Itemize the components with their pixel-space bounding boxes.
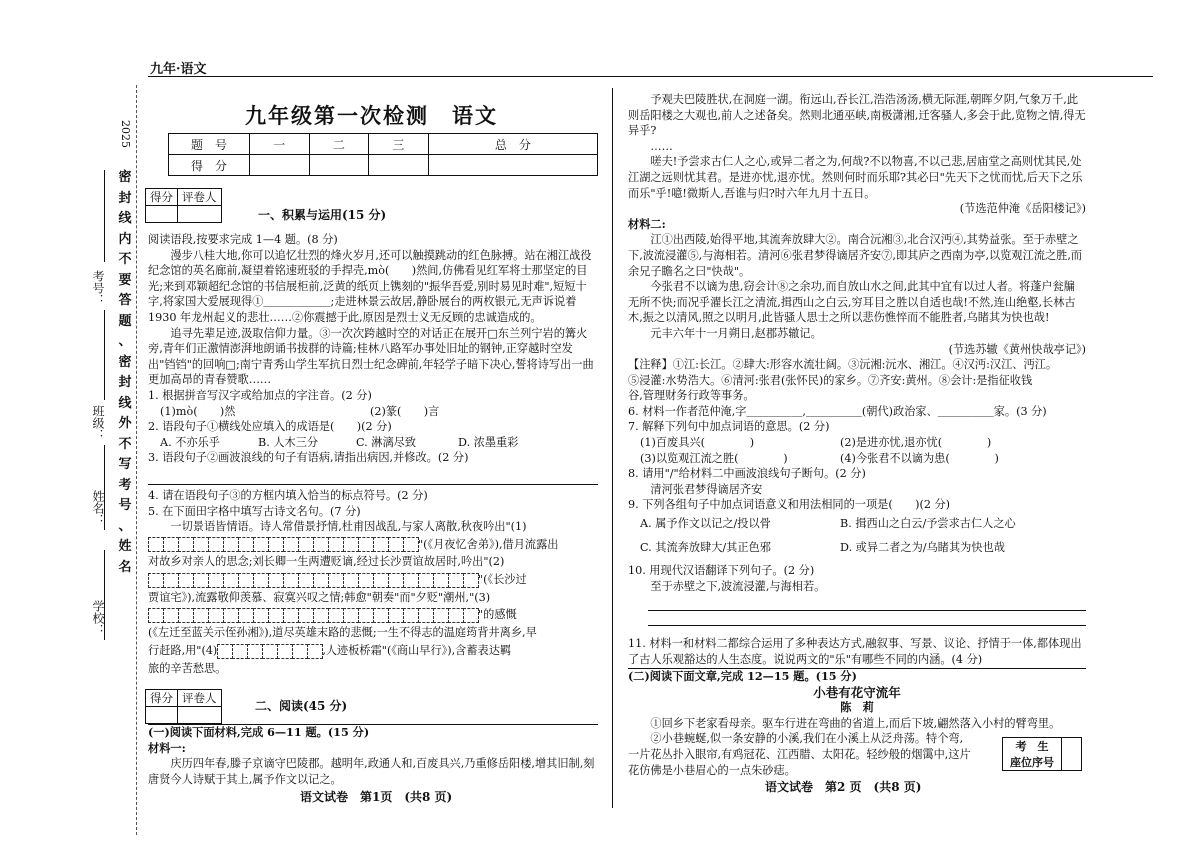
material-2-label: 材料二:	[628, 216, 666, 231]
seal-text-column	[118, 168, 132, 578]
seal-character: 不	[118, 436, 132, 452]
character-grid[interactable]	[148, 537, 418, 553]
score-cell[interactable]	[309, 155, 369, 176]
score-table	[168, 133, 598, 176]
score-cell[interactable]	[428, 155, 597, 176]
question-1-items	[148, 404, 598, 420]
ellipsis: ……	[650, 139, 673, 153]
seal-character: 姓	[118, 539, 132, 554]
source-2: (节选苏辙《黄州快哉亭记》)	[948, 342, 1086, 356]
grid-cell[interactable]	[328, 537, 344, 552]
question-10: 10. 用现代汉语翻译下列句子。(2 分)	[628, 564, 815, 578]
grid-trailing-text: "的感慨	[478, 608, 517, 622]
grid-cell[interactable]	[373, 573, 389, 588]
grader-box	[145, 188, 222, 223]
seat-number-box	[1002, 737, 1082, 771]
seal-character: 密	[118, 354, 132, 370]
column-divider	[612, 88, 613, 808]
grid-cell[interactable]	[298, 573, 314, 588]
score-header-cell: 题 号	[169, 134, 250, 155]
grid-cell[interactable]	[328, 608, 344, 623]
notes-line-3: 谷,管理财务行政等事务。	[628, 389, 755, 403]
grid-cell[interactable]	[298, 608, 314, 623]
seal-character: 外	[118, 416, 132, 431]
grid-cell[interactable]	[388, 537, 404, 552]
page-footer-2: 语文试卷 第2 页 (共8 页)	[765, 780, 922, 794]
grid-cell[interactable]	[193, 608, 209, 623]
question-11: 11. 材料一和材料二都综合运用了多种表达方式,融叙事、写景、议论、抒情于一体,都体现出了古人乐观豁达的人生态度。说说两文的"乐"有哪些不同的内涵。(4 分)	[628, 637, 1082, 666]
passage-paragraph-1: 漫步八桂大地,你可以追忆壮烈的烽火岁月,还可以触摸跳动的红色脉搏。站在湘江战役纪念馆的英名廊前,凝望着铭速班驳的手捍壳,mò( )然间,仿佛看见红军将士那坚定的目光;来到邓颖超纪念馆的书信展柜前,泛黄的纸页上镌刻的"振华吾爱,别时易见时难",短短十字,将家国大爱展现得①＿＿＿＿＿＿;走进林景云故居,静卧展台的两枚银元,无声诉说着 1930 年龙州起义的悲壮……②你震撼于此,原因是烈士义无反顾的忠诚造成的。	[148, 248, 592, 324]
grid-cell[interactable]	[247, 644, 263, 659]
grid-cell[interactable]	[238, 537, 254, 552]
grid-cell[interactable]	[208, 608, 224, 623]
grader-score-label: 得分	[146, 189, 178, 206]
question-4: 4. 请在语段句子③的方框内填入恰当的标点符号。(2 分)	[148, 488, 428, 502]
question-8-sentence: 清河张君梦得谪居齐安	[650, 482, 763, 496]
grid-cell[interactable]	[313, 573, 329, 588]
grader-reviewer-cell[interactable]	[178, 707, 222, 724]
question-7-3: (3)以览观江流之胜( )	[640, 451, 788, 465]
question-1a: (1)mò( )然	[160, 404, 236, 418]
question-5-line-4	[148, 572, 598, 588]
option-b[interactable]: B. 揖西山之白云/予尝求古仁人之心	[840, 517, 1016, 531]
grader-score-label: 得分	[146, 690, 178, 707]
class-label: 班级：	[91, 405, 105, 441]
left-column	[148, 232, 598, 676]
grid-leading-text: 行赶路,用"(4)	[148, 643, 218, 657]
grid-cell[interactable]	[223, 537, 239, 552]
grid-cell[interactable]	[178, 573, 194, 588]
option-c[interactable]: C. 其流奔放肆大/其正色邪	[640, 540, 771, 554]
grid-cell[interactable]	[193, 573, 209, 588]
grid-cell[interactable]	[418, 573, 434, 588]
question-1: 1. 根据拼音写汉字或给加点的字注音。(2 分)	[148, 388, 372, 402]
year-vertical	[118, 120, 130, 152]
year-text: 2025	[119, 120, 132, 148]
grader-score-cell[interactable]	[146, 707, 178, 724]
article-author: 陈 莉	[840, 700, 874, 715]
seal-character: 考	[118, 477, 132, 493]
question-7: 7. 解释下列句中加点词语的意思。(2 分)	[628, 420, 830, 434]
exam-label: 考号：	[91, 270, 105, 306]
page-title: 九年级第一次检测 语文	[245, 103, 498, 128]
material-1-label: 材料一:	[148, 740, 186, 755]
grid-cell[interactable]	[148, 573, 164, 588]
right-column	[628, 92, 1086, 668]
grid-cell[interactable]	[343, 537, 359, 552]
grid-cell[interactable]	[373, 608, 389, 623]
seal-character: 答	[118, 293, 132, 308]
grid-cell[interactable]	[163, 608, 179, 623]
question-7-1: (1)百废具兴( )	[640, 436, 755, 450]
school-label: 学校：	[91, 600, 105, 636]
grid-cell[interactable]	[268, 608, 284, 623]
grid-cell[interactable]	[307, 644, 323, 659]
question-8: 8. 请用"/"给材料二中画波浪线句子断句。(2 分)	[628, 467, 866, 481]
seal-character: 写	[118, 457, 132, 472]
character-grid[interactable]	[217, 643, 322, 659]
grader-reviewer-label: 评卷人	[178, 690, 222, 707]
grid-cell[interactable]	[358, 608, 374, 623]
material-2-paragraph-3: 元丰六年十一月朔日,赵郡苏辙记。	[650, 326, 822, 340]
seat-label-line-2: 座位序号	[1010, 756, 1055, 769]
question-2: 2. 语段句子①横线处应填入的成语是( )(2 分)	[148, 420, 392, 434]
grid-cell[interactable]	[448, 573, 464, 588]
notes-line-1: 【注释】①江:长江。②肆大:形容水流壮阔。③沅湘:沅水、湘江。④汉沔:汉江、沔江。	[628, 358, 1058, 372]
grid-cell[interactable]	[217, 644, 233, 659]
question-5-line-6	[148, 607, 598, 623]
grid-cell[interactable]	[148, 537, 164, 552]
score-row-label: 得 分	[169, 155, 250, 176]
grid-cell[interactable]	[403, 608, 419, 623]
question-2-options	[148, 435, 598, 451]
left-column-bottom	[148, 724, 598, 787]
seal-character: 内	[118, 231, 132, 247]
seal-character: 、	[118, 518, 132, 534]
question-5-line-2	[148, 537, 598, 553]
seal-character: 、	[118, 334, 132, 349]
grid-cell[interactable]	[283, 573, 299, 588]
passage-paragraph-2: 追寻先辈足迹,汲取信仰力量。③一次次跨越时空的对话正在展开□东兰列宁岩的篝火旁,青年们正激情澎湃地朗诵书拔群的诗篇;桂林八路军办事处旧址的钢钟,正穿越时空发出"铛铛"的回响□;南宁青秀山学生军抗日烈士纪念碑前,年轻学子暗下决心,誓将诗写出一曲更加高昂的青春赞歌……	[148, 326, 594, 387]
grid-cell[interactable]	[163, 573, 179, 588]
question-7-4: (4)今张君不以谪为患( )	[840, 451, 999, 465]
seal-dashed-line	[136, 85, 137, 835]
grid-cell[interactable]	[232, 644, 248, 659]
question-6: 6. 材料一作者范仲淹,字＿＿＿＿＿,＿＿＿＿＿(朝代)政治家、＿＿＿＿＿家。(3 分)	[628, 404, 1047, 418]
question-5-line-1: 一切景语皆情语。诗人常借景抒情,杜甫因战乱,与家人离散,秋夜吟出"(1)	[170, 520, 527, 534]
seal-character: 封	[118, 375, 132, 390]
article-paragraph-2-cont: 一片花丛扑入眼帘,有鸡冠花、江西腊、太阳花。轻纱般的烟霭中,这片	[628, 747, 971, 761]
score-header-cell: 总 分	[428, 134, 597, 155]
grid-cell[interactable]	[433, 573, 449, 588]
header-tag: 九年·语文	[150, 62, 207, 77]
grid-cell[interactable]	[178, 537, 194, 552]
article-paragraph-2: ②小巷蜿蜒,似一条安静的小溪,我们在小溪上从泛舟荡。特个弯,	[650, 732, 964, 746]
seal-character: 题	[118, 313, 132, 329]
grid-cell[interactable]	[277, 644, 293, 659]
section-2-heading: 二、阅读(45 分)	[255, 699, 348, 713]
grid-cell[interactable]	[388, 608, 404, 623]
option-d[interactable]: D. 或异二者之为/乌睹其为快也哉	[840, 540, 1005, 554]
grid-cell[interactable]	[313, 608, 329, 623]
seal-character: 密	[118, 170, 132, 185]
grader-score-cell[interactable]	[146, 206, 178, 223]
question-5-line-8	[148, 643, 598, 659]
page-footer-1: 语文试卷 第1页 (共8 页)	[300, 790, 453, 804]
grid-cell[interactable]	[463, 608, 479, 623]
seal-character: 线	[118, 395, 132, 411]
grid-cell[interactable]	[223, 573, 239, 588]
character-grid[interactable]	[148, 572, 478, 588]
seat-label-line-1: 考 生	[1015, 740, 1049, 753]
seat-label	[1003, 738, 1062, 771]
grid-trailing-text: ,人迹板桥霜"(《商山早行》),含蓄表达羁	[322, 643, 512, 657]
material-1-paragraph-2: 予观夫巴陵胜状,在洞庭一湖。衔远山,吞长江,浩浩汤汤,横无际涯,朝晖夕阴,气象万千,此则岳阳楼之大观也,前人之述备矣。然则北通巫峡,南极潇湘,迁客骚人,多会于此,览物之情,得无异乎?	[628, 93, 1086, 138]
grid-cell[interactable]	[358, 573, 374, 588]
grid-cell[interactable]	[238, 573, 254, 588]
material-1-paragraph-3: 嗟夫!予尝求古仁人之心,或异二者之为,何哉?不以物喜,不以己悲,居庙堂之高则忧其民,处江湖之远则忧其君。是进亦忧,退亦忧。然则何时而乐耶?其必曰"先天下之忧而忧,后天下之乐而乐"乎!噫!微斯人,吾谁与归?时六年九月十五日。	[628, 155, 1083, 200]
class-line	[104, 310, 105, 400]
question-5-line-10: 旅的辛苦愁思。	[148, 661, 227, 675]
score-header-cell: 一	[250, 134, 310, 155]
seal-character: 封	[118, 190, 132, 206]
grid-cell[interactable]	[373, 537, 389, 552]
score-table-header	[169, 134, 598, 155]
grid-cell[interactable]	[208, 537, 224, 552]
grid-cell[interactable]	[148, 608, 164, 623]
answer-line[interactable]	[648, 610, 1086, 611]
grid-cell[interactable]	[292, 644, 308, 659]
grid-cell[interactable]	[283, 608, 299, 623]
grid-cell[interactable]	[178, 608, 194, 623]
grid-cell[interactable]	[223, 608, 239, 623]
grid-cell[interactable]	[448, 608, 464, 623]
grid-cell[interactable]	[193, 537, 209, 552]
question-5-line-7: (《左迁至蓝关示侄孙湘》),道尽英雄末路的悲慨;一生不得志的温庭筠背井离乡,早	[148, 626, 537, 640]
grid-cell[interactable]	[403, 537, 419, 552]
question-7-2: (2)是进亦忧,退亦忧( )	[840, 436, 992, 450]
question-7-row-2	[628, 451, 1086, 467]
article-paragraph-1: ①回乡下老家看母亲。驱车行进在弯曲的省道上,而后下坡,翩然落入小村的臂弯里。	[650, 716, 1061, 730]
article-title: 小巷有花守流年	[813, 684, 901, 700]
grader-box	[145, 689, 222, 724]
grid-trailing-text: "(《长沙过	[478, 573, 527, 587]
grid-cell[interactable]	[268, 573, 284, 588]
notes-line-2: ⑤浸灌:水势浩大。⑥清河:张君(张怀民)的家乡。⑦齐安:黄州。⑧会计:是指征收钱	[628, 373, 1033, 387]
seat-number-cell[interactable]	[1062, 738, 1082, 771]
grid-cell[interactable]	[163, 537, 179, 552]
exam-line	[104, 170, 105, 262]
seal-character: 线	[118, 211, 132, 226]
question-5-line-5: 贾谊宅》),流露敬仰羡慕、寂寞兴叹之情;韩愈"朝奏"而"夕贬"潮州,"(3)	[148, 590, 491, 604]
question-7-row-1	[628, 435, 1086, 451]
question-5-line-3: 对故乡对亲人的思念;刘长卿一生两遭贬谪,经过长沙贾谊故居时,吟出"(2)	[148, 555, 505, 569]
character-grid[interactable]	[148, 608, 478, 624]
question-9-row-2	[628, 540, 1086, 556]
seal-character: 不	[118, 252, 132, 267]
grid-cell[interactable]	[328, 573, 344, 588]
grid-cell[interactable]	[358, 537, 374, 552]
question-3: 3. 语段句子②画波浪线的句子有语病,请指出病因,并修改。(2 分)	[148, 451, 469, 465]
section-1-heading: 一、积累与运用(15 分)	[258, 208, 387, 222]
score-cell[interactable]	[250, 155, 310, 176]
option-c[interactable]: C. 淋漓尽致	[356, 435, 417, 449]
question-9-row-1	[628, 516, 1086, 532]
source-1: (节选范仲淹《岳阳楼记》)	[959, 202, 1086, 216]
grid-cell[interactable]	[253, 537, 269, 552]
score-header-cell: 三	[369, 134, 429, 155]
option-a[interactable]: A. 属予作文以记之/投以骨	[640, 517, 771, 531]
answer-line[interactable]	[148, 484, 598, 485]
grader-reviewer-label: 评卷人	[178, 189, 222, 206]
grid-cell[interactable]	[463, 573, 479, 588]
grid-cell[interactable]	[343, 573, 359, 588]
grid-cell[interactable]	[283, 537, 299, 552]
score-header-cell: 二	[309, 134, 369, 155]
grid-cell[interactable]	[298, 537, 314, 552]
option-b[interactable]: B. 人木三分	[258, 435, 319, 449]
grid-trailing-text: "(《月夜忆舍弟》),借月流露出	[418, 537, 559, 551]
subsection-2-heading: (二)阅读下面文章,完成 12—15 题。(15 分)	[628, 669, 857, 683]
score-cell[interactable]	[369, 155, 429, 176]
material-2-paragraph-2: 今张君不以谪为患,窃会计⑧之余功,而自放山水之间,此其中宜有以过人者。将蓬户瓮牖无所不快;而况乎濯长江之清流,揖西山之白云,穷耳目之胜以自适也哉!不然,连山绝壑,长林古木,振之以清风,照之以明月,此皆骚人思士之所以悲伤憔悴而不能胜者,乌睹其为快也哉!	[628, 280, 1076, 325]
question-5: 5. 在下面田字格中填写古诗文名句。(7 分)	[148, 504, 361, 518]
grid-cell[interactable]	[253, 608, 269, 623]
seal-character: 要	[118, 272, 132, 288]
score-table-row	[169, 155, 598, 176]
question-1b: (2)篆( )言	[370, 404, 440, 418]
question-9: 9. 下列各组句子中加点词语意义和用法相同的一项是( )(2 分)	[628, 498, 951, 512]
option-a[interactable]: A. 不亦乐乎	[160, 435, 220, 449]
name-label: 姓名：	[91, 490, 105, 526]
grid-cell[interactable]	[388, 573, 404, 588]
grid-cell[interactable]	[262, 644, 278, 659]
question-10-sentence: 至于赤壁之下,波流浸灌,与海相若。	[650, 579, 826, 593]
material-1-paragraph: 庆历四年春,滕子京谪守巴陵郡。越明年,政通人和,百废具兴,乃重修岳阳楼,增其旧制,刻唐贤今人诗赋于其上,属予作文以记之。	[148, 757, 595, 786]
grid-cell[interactable]	[208, 573, 224, 588]
seal-character: 号	[118, 498, 132, 513]
grid-cell[interactable]	[268, 537, 284, 552]
grid-cell[interactable]	[253, 573, 269, 588]
seal-character: 名	[118, 559, 132, 575]
answer-line[interactable]	[648, 625, 1086, 626]
reading-intro: 阅读语段,按要求完成 1—4 题。(8 分)	[148, 233, 338, 246]
grid-cell[interactable]	[433, 608, 449, 623]
grid-cell[interactable]	[343, 608, 359, 623]
material-2-paragraph-1: 江①出西陵,始得平地,其流奔放肆大②。南合沅湘③,北合汉沔④,其势益张。至于赤壁之下,波流浸灌⑤,与海相若。清河⑥张君梦得谪居齐安⑦,即其庐之西南为亭,以览观江流之胜,而余兄子瞻名之曰"快哉"。	[628, 233, 1083, 278]
grader-reviewer-cell[interactable]	[178, 206, 222, 223]
header-divider	[148, 76, 1153, 77]
grid-cell[interactable]	[403, 573, 419, 588]
grid-cell[interactable]	[418, 608, 434, 623]
article-paragraph-2-end: 花仿佛是小巷眉心的一点朱砂痣。	[628, 763, 796, 777]
option-d[interactable]: D. 浓墨重彩	[458, 435, 519, 449]
grid-cell[interactable]	[238, 608, 254, 623]
subsection-1-heading: (一)阅读下面材料,完成 6—11 题。(15 分)	[148, 724, 598, 741]
grid-cell[interactable]	[313, 537, 329, 552]
